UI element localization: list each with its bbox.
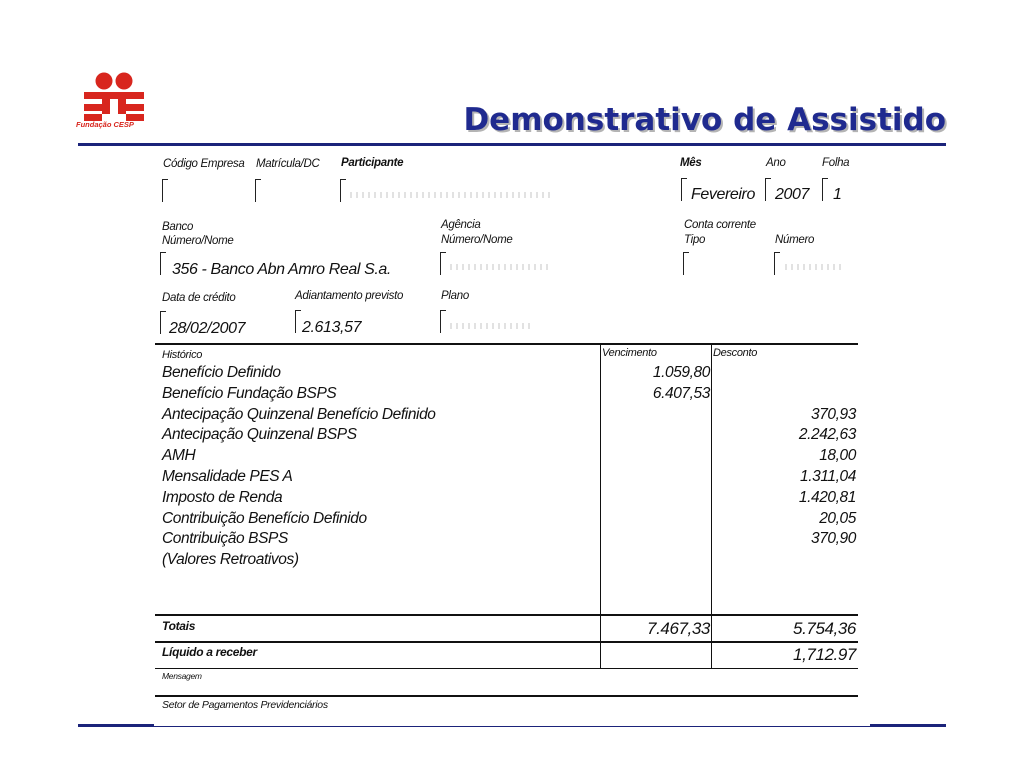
field-mark — [160, 311, 166, 334]
label-banco: Banco — [162, 221, 194, 233]
entry-desconto: 370,90 — [810, 530, 856, 547]
label-folha: Folha — [822, 157, 850, 169]
entry-label: Antecipação Quinzenal BSPS — [162, 426, 357, 443]
value-data-credito: 28/02/2007 — [169, 320, 246, 337]
footer-rule-mid — [154, 726, 870, 727]
label-tipo: Tipo — [684, 234, 706, 246]
label-conta-corrente: Conta corrente — [684, 219, 756, 231]
label-mensagem: Mensagem — [162, 671, 202, 681]
label-participante: Participante — [341, 157, 404, 169]
header-desconto: Desconto — [713, 347, 758, 359]
mensagem-rule — [155, 668, 858, 669]
header-vencimento: Vencimento — [602, 347, 657, 359]
field-mark — [160, 252, 166, 275]
total-vencimento: 7.467,33 — [647, 619, 710, 638]
entry-desconto: 18,00 — [819, 447, 856, 464]
value-adiantamento: 2.613,57 — [302, 319, 362, 336]
redacted-field — [785, 264, 845, 270]
logo-text: Fundação CESP — [76, 120, 134, 129]
value-mes: Fevereiro — [691, 186, 755, 203]
entry-desconto: 370,93 — [810, 406, 856, 423]
value-ano: 2007 — [775, 186, 809, 203]
liquido-value: 1,712.97 — [793, 645, 856, 664]
table-top-rule — [155, 343, 858, 345]
label-codigo-empresa: Código Empresa — [163, 158, 245, 170]
entry-label: Mensalidade PES A — [162, 468, 293, 485]
entry-label: (Valores Retroativos) — [162, 551, 299, 568]
label-agencia-numero-nome: Número/Nome — [441, 234, 513, 246]
label-setor: Setor de Pagamentos Previdenciários — [162, 699, 328, 711]
entry-label: Benefício Definido — [162, 364, 281, 381]
label-plano: Plano — [441, 290, 469, 302]
field-mark — [340, 179, 346, 202]
footer-rule-left — [78, 724, 154, 727]
header-historico: Histórico — [162, 349, 203, 361]
redacted-field — [450, 323, 530, 329]
label-data-credito: Data de crédito — [162, 292, 236, 304]
value-banco: 356 - Banco Abn Amro Real S.a. — [172, 261, 391, 278]
liquido-rule — [155, 641, 858, 643]
field-mark — [440, 252, 446, 275]
footer-rule — [155, 695, 858, 697]
entry-label: Contribuição Benefício Definido — [162, 510, 367, 527]
totals-rule — [155, 614, 858, 616]
label-adiantamento: Adiantamento previsto — [295, 290, 404, 302]
field-mark — [295, 310, 301, 333]
field-mark — [765, 178, 771, 201]
label-banco-numero-nome: Número/Nome — [162, 235, 234, 247]
label-numero: Número — [775, 234, 815, 246]
field-mark — [774, 252, 780, 275]
entry-desconto: 1.311,04 — [800, 468, 856, 485]
field-mark — [681, 178, 687, 201]
field-mark — [440, 310, 446, 333]
total-desconto: 5.754,36 — [793, 619, 856, 638]
redacted-field — [350, 192, 550, 198]
label-agencia: Agência — [441, 219, 481, 231]
entry-desconto: 1.420,81 — [798, 489, 856, 506]
entry-label: Benefício Fundação BSPS — [162, 385, 337, 402]
footer-rule-right — [870, 724, 946, 727]
entry-vencimento: 1.059,80 — [652, 364, 710, 381]
entry-label: Antecipação Quinzenal Benefício Definido — [162, 406, 436, 423]
label-liquido: Líquido a receber — [162, 645, 257, 659]
label-matricula: Matrícula/DC — [256, 158, 320, 170]
field-mark — [255, 179, 261, 202]
entry-desconto: 2.242,63 — [798, 426, 856, 443]
field-mark — [683, 252, 689, 275]
header-rule — [78, 143, 946, 146]
label-ano: Ano — [766, 157, 786, 169]
redacted-field — [450, 264, 550, 270]
entry-desconto: 20,05 — [819, 510, 856, 527]
label-totais: Totais — [162, 619, 196, 633]
entry-vencimento: 6.407,53 — [652, 385, 710, 402]
entry-label: AMH — [162, 447, 196, 464]
field-mark — [162, 179, 168, 202]
field-mark — [822, 178, 828, 201]
label-mes: Mês — [680, 157, 702, 169]
entry-label: Imposto de Renda — [162, 489, 283, 506]
value-folha: 1 — [833, 186, 842, 203]
page-title: Demonstrativo de Assistido — [463, 102, 946, 138]
entry-label: Contribuição BSPS — [162, 530, 288, 547]
